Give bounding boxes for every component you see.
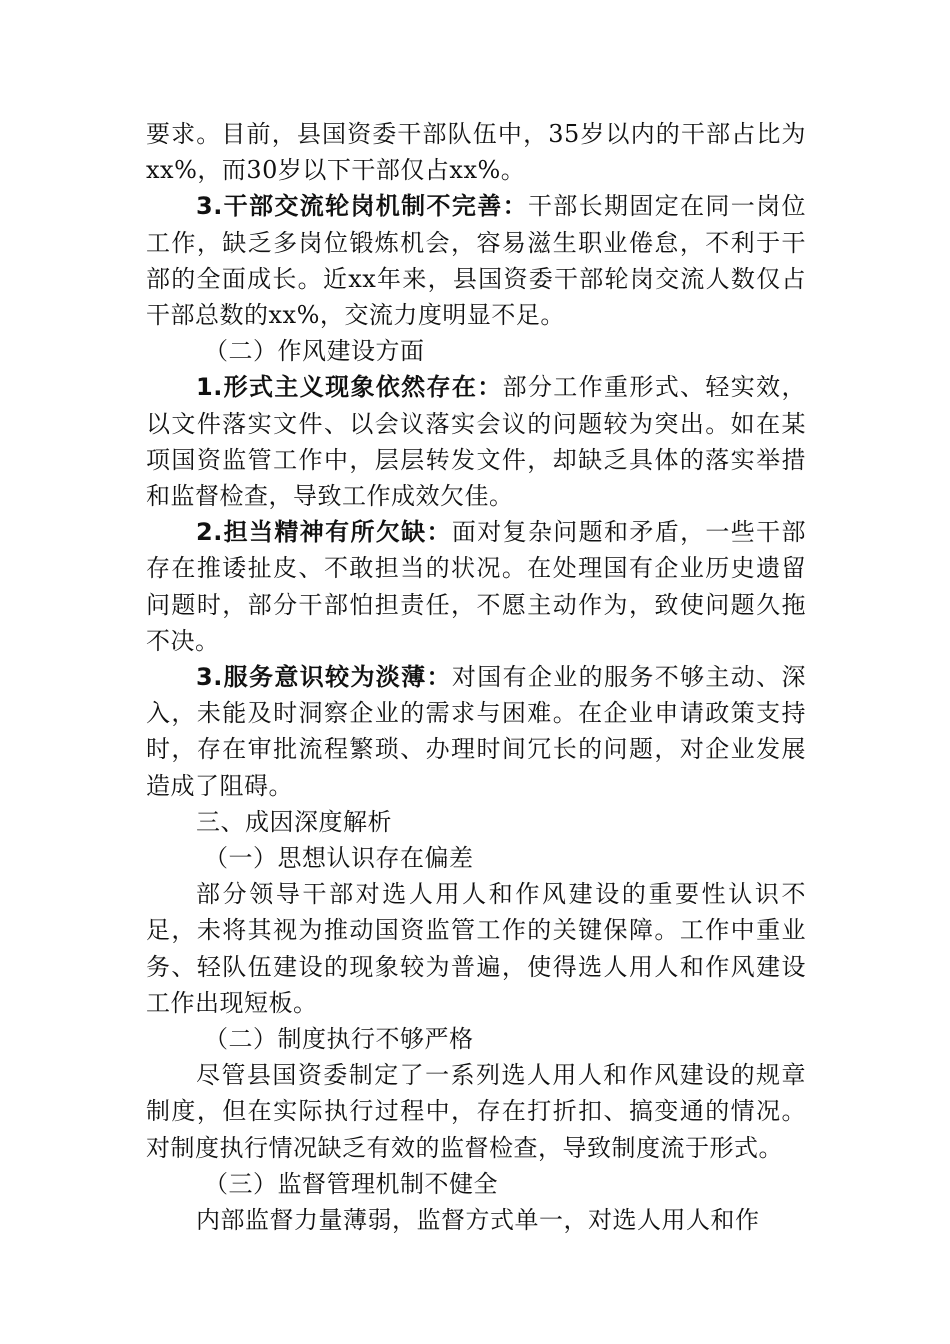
- list-item-title: 2.担当精神有所欠缺：: [196, 518, 452, 547]
- section-heading-work-style: （二）作风建设方面: [204, 337, 425, 366]
- document-body: [146, 116, 806, 1238]
- list-item-title: 3.服务意识较为淡薄：: [196, 663, 452, 692]
- list-item-title: 1.形式主义现象依然存在：: [196, 373, 503, 402]
- cause-body-thinking: 部分领导干部对选人用人和作风建设的重要性认识不足，未将其视为推动国资监管工作的关键保障。工作中重业务、轻队伍建设的现象较为普遍，使得选人用人和作风建设工作出现短板。: [146, 880, 806, 1017]
- list-item-title: 3.干部交流轮岗机制不完善：: [196, 192, 528, 221]
- list-item-body: 干部长期固定在同一岗位工作，缺乏多岗位锻炼机会，容易滋生职业倦怠，不利于干部的全面成长。近xx年来，县国资委干部轮岗交流人数仅占干部总数的xx%，交流力度明显不足。: [146, 192, 806, 330]
- cause-heading-system: （二）制度执行不够严格: [204, 1025, 474, 1054]
- list-item-body: 对国有企业的服务不够主动、深入，未能及时洞察企业的需求与困难。在企业申请政策支持时，存在审批流程繁琐、办理时间冗长的问题，对企业发展造成了阻碍。: [146, 663, 806, 800]
- part-heading-causes: 三、成因深度解析: [196, 807, 392, 836]
- cause-heading-thinking: （一）思想认识存在偏差: [204, 844, 474, 873]
- list-item-rotation: [146, 188, 806, 333]
- cause-body-system: 尽管县国资委制定了一系列选人用人和作风建设的规章制度，但在实际执行过程中，存在打折扣、搞变通的情况。对制度执行情况缺乏有效的监督检查，导致制度流于形式。: [146, 1061, 806, 1162]
- cause-body-supervision: 内部监督力量薄弱，监督方式单一，对选人用人和作: [196, 1206, 760, 1235]
- list-item-formalism: [146, 369, 806, 514]
- list-item-body: 面对复杂问题和矛盾，一些干部存在推诿扯皮、不敢担当的状况。在处理国有企业历史遗留问题时，部分干部怕担责任，不愿主动作为，致使问题久拖不决。: [146, 518, 806, 655]
- cause-heading-supervision: （三）监督管理机制不健全: [204, 1169, 498, 1198]
- list-item-body: 部分工作重形式、轻实效，以文件落实文件、以会议落实会议的问题较为突出。如在某项国资监管工作中，层层转发文件，却缺乏具体的落实举措和监督检查，导致工作成效欠佳。: [146, 373, 807, 511]
- paragraph-continuation: 要求。目前，县国资委干部队伍中，35岁以内的干部占比为xx%，而30岁以下干部仅占xx%。: [146, 120, 806, 185]
- list-item-responsibility: [146, 514, 806, 659]
- list-item-service: [146, 659, 806, 804]
